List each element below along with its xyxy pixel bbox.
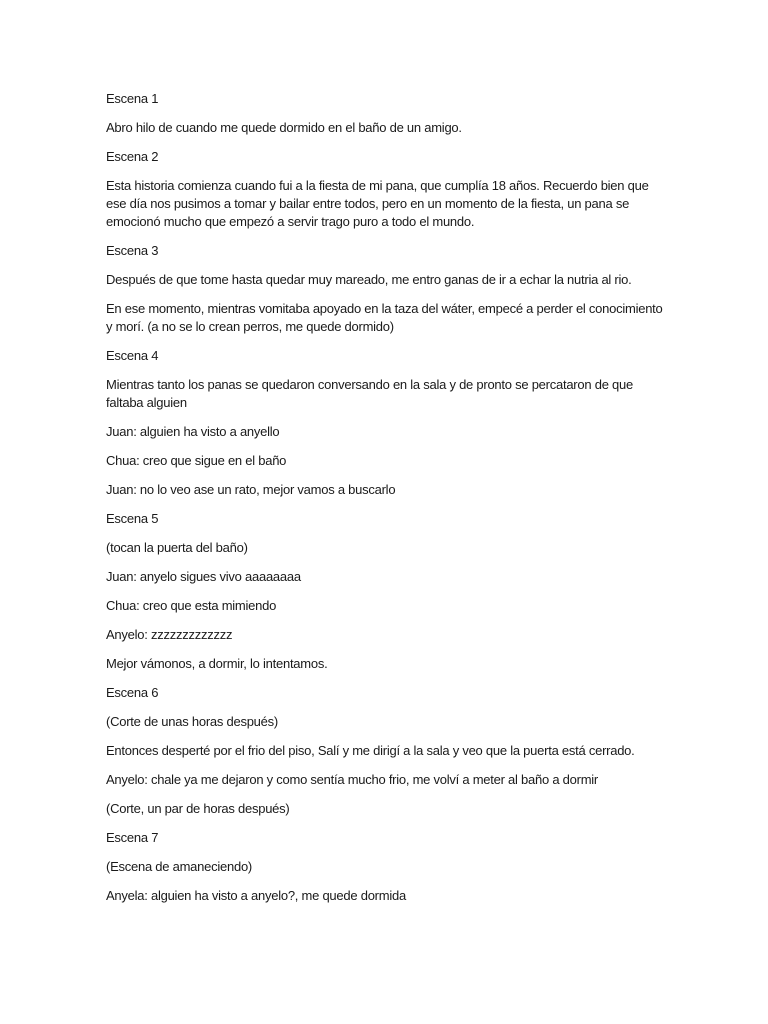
scene-heading: Escena 5 (106, 511, 159, 526)
dialogue-line: Juan: anyelo sigues vivo aaaaaaaa (106, 569, 301, 584)
text-paragraph: Esta historia comienza cuando fui a la fiesta de mi pana, que cumplía 18 años. Recuerdo bien que ese día nos pusimos a tomar y bailar entre todos, pero en un momento de la fiesta, un pana se emocionó mucho que empezó a servir trago puro a todo el mundo. (106, 178, 649, 229)
dialogue-line: Anyelo: chale ya me dejaron y como sentía mucho frio, me volví a meter al baño a dormir (106, 772, 598, 787)
text-paragraph: En ese momento, mientras vomitaba apoyado en la taza del wáter, empecé a perder el conocimiento y morí. (a no se lo crean perros, me quede dormido) (106, 301, 663, 334)
scene-heading: Escena 1 (106, 91, 159, 106)
scene-heading: Escena 2 (106, 149, 159, 164)
dialogue-line: Chua: creo que sigue en el baño (106, 453, 287, 468)
stage-direction: (Escena de amaneciendo) (106, 859, 253, 874)
text-paragraph: Después de que tome hasta quedar muy mareado, me entro ganas de ir a echar la nutria al rio. (106, 272, 632, 287)
document-page (106, 90, 666, 916)
scene-heading: Escena 3 (106, 243, 159, 258)
stage-direction: (Corte, un par de horas después) (106, 801, 290, 816)
text-paragraph: Entonces desperté por el frio del piso, Salí y me dirigí a la sala y veo que la puerta está cerrado. (106, 743, 635, 758)
dialogue-line: Anyela: alguien ha visto a anyelo?, me quede dormida (106, 888, 406, 903)
stage-direction: (tocan la puerta del baño) (106, 540, 248, 555)
scene-heading: Escena 7 (106, 830, 159, 845)
text-paragraph: Mientras tanto los panas se quedaron conversando en la sala y de pronto se percataron de que faltaba alguien (106, 377, 633, 410)
text-paragraph: Mejor vámonos, a dormir, lo intentamos. (106, 656, 328, 671)
dialogue-line: Juan: alguien ha visto a anyello (106, 424, 280, 439)
text-paragraph: Abro hilo de cuando me quede dormido en el baño de un amigo. (106, 120, 462, 135)
scene-heading: Escena 4 (106, 348, 159, 363)
dialogue-line: Juan: no lo veo ase un rato, mejor vamos a buscarlo (106, 482, 396, 497)
dialogue-line: Anyelo: zzzzzzzzzzzzz (106, 627, 233, 642)
scene-heading: Escena 6 (106, 685, 159, 700)
dialogue-line: Chua: creo que esta mimiendo (106, 598, 277, 613)
stage-direction: (Corte de unas horas después) (106, 714, 278, 729)
